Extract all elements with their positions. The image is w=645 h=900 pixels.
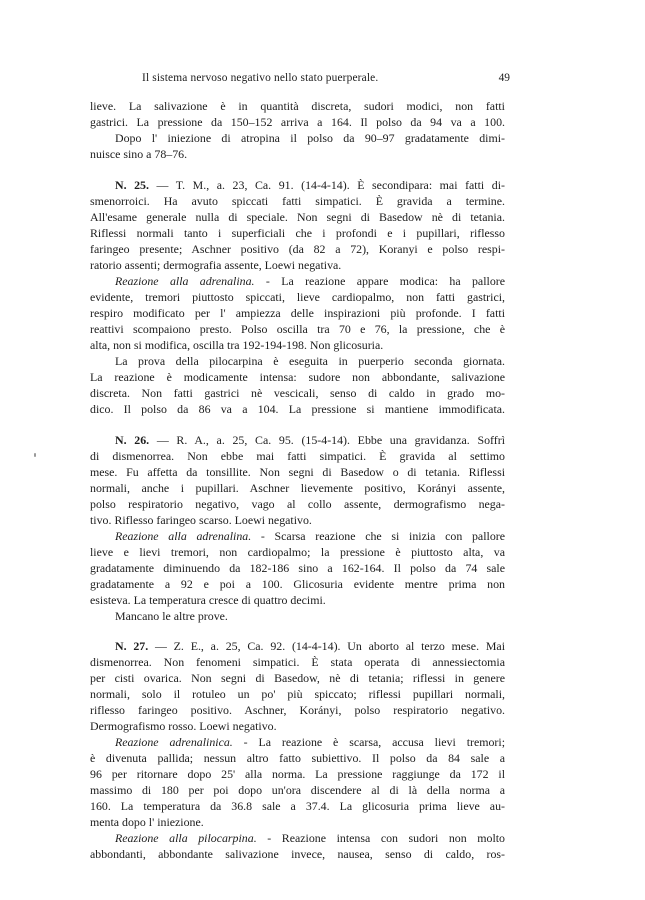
text-line: mese. Fu affetta da tonsillite. Non segni di Basedow o di tetania. Riflessi bbox=[90, 465, 505, 479]
reaction-heading: Reazione adrenalinica. bbox=[115, 735, 233, 749]
reaction-line bbox=[115, 273, 505, 289]
reaction-text: - La reazione appare modica: ha pallore bbox=[254, 274, 505, 288]
case-27-line bbox=[115, 638, 505, 654]
text-line: per cisti ovarica. Non segni di Basedow, nè di tetania; riflessi in genere bbox=[90, 671, 505, 685]
text-line: smenorroici. Ha avuto spiccati fatti simpatici. È gravida a termine. bbox=[90, 194, 505, 208]
text-line: è divenuta pallida; nessun altro fatto subiettivo. Il polso da 84 sale a bbox=[90, 751, 505, 765]
reaction-heading: Reazione alla pilocarpina. bbox=[115, 831, 257, 845]
case-27-number: N. 27. bbox=[115, 639, 149, 653]
case-25-line bbox=[115, 177, 505, 193]
running-title: Il sistema nervoso negativo nello stato puerperale. bbox=[142, 72, 379, 84]
text-line: dismenorrea. Non fenomeni simpatici. È stata operata di annessiectomia bbox=[90, 655, 505, 669]
text-line: di dismenorrea. Non ebbe mai fatti simpatici. È gravida al settimo bbox=[90, 449, 505, 463]
text-line: ratorio assenti; dermografia assente, Loewi negativa. bbox=[90, 258, 342, 272]
text-line: normali, solo il rotuleo un po' più spiccato; riflessi pupillari normali, bbox=[90, 687, 505, 701]
reaction-text: - Scarsa reazione che si inizia con pallore bbox=[251, 529, 505, 543]
text-line: nuisce sino a 78–76. bbox=[90, 147, 188, 161]
text-line: Dermografismo rosso. Loewi negativo. bbox=[90, 719, 277, 733]
text-line: lieve. La salivazione è in quantità discreta, sudori modici, non fatti bbox=[90, 99, 505, 113]
text-line: massimo di 180 per poi dopo un'ora discendere al di là della norma a bbox=[90, 783, 505, 797]
text-line: Mancano le altre prove. bbox=[115, 609, 228, 623]
text-line: lieve e lievi tremori, non cardiopalmo; la pressione è piuttosto alta, va bbox=[90, 545, 505, 559]
case-25-intro: — T. M., a. 23, Ca. 91. (14-4-14). È secondipara: mai fatti di- bbox=[148, 178, 505, 192]
text-line: normali, anche i pupillari. Aschner lievemente positivo, Korányi assente, bbox=[90, 481, 505, 495]
text-line: gradatamente diminuendo da 182-186 sino a 162-164. Il polso da 74 sale bbox=[90, 561, 505, 575]
text-line: menta dopo l' iniezione. bbox=[90, 815, 204, 829]
reaction-text: - La reazione è scarsa, accusa lievi tremori; bbox=[232, 735, 505, 749]
text-line: polso respiratorio negativo, vago al collo assente, dermografismo nega- bbox=[90, 497, 505, 511]
text-line: reattivi scompaiono presto. Polso oscilla tra 70 e 76, la pressione, che è bbox=[90, 322, 505, 336]
text-line: La prova della pilocarpina è eseguita in puerperio seconda giornata. bbox=[115, 354, 505, 368]
reaction-heading: Reazione alla adrenalina. bbox=[115, 529, 252, 543]
text-line: Dopo l' iniezione di atropina il polso da 90–97 gradatamente dimi- bbox=[115, 131, 505, 145]
text-line: La reazione è modicamente intensa: sudore non abbondante, salivazione bbox=[90, 370, 505, 384]
text-line: tivo. Riflesso faringeo scarso. Loewi negativo. bbox=[90, 513, 312, 527]
case-26-number: N. 26. bbox=[115, 433, 150, 447]
margin-speck bbox=[34, 453, 36, 457]
text-line: dico. Il polso da 86 va a 104. La pressione si mantiene immodificata. bbox=[90, 402, 505, 416]
text-line: gradatamente a 92 e poi a 100. Glicosuria evidente mentre prima non bbox=[90, 577, 505, 591]
page-number: 49 bbox=[498, 72, 510, 84]
text-line: faringeo presente; Aschner positivo (da 82 a 72), Koranyi e polso respi- bbox=[90, 242, 505, 256]
text-line: evidente, tremori piuttosto spiccati, lieve cardiopalmo, non fatti gastrici, bbox=[90, 290, 505, 304]
case-26-line bbox=[115, 432, 505, 448]
reaction-heading: Reazione alla adrenalina. bbox=[115, 274, 255, 288]
reaction-line bbox=[115, 528, 505, 544]
text-line: gastrici. La pressione da 150–152 arriva a 164. Il polso da 94 va a 100. bbox=[90, 115, 505, 129]
text-line: esisteva. La temperatura cresce di quattro decimi. bbox=[90, 593, 326, 607]
case-27-intro: — Z. E., a. 25, Ca. 92. (14-4-14). Un aborto al terzo mese. Mai bbox=[148, 639, 505, 653]
text-line: alta, non si modifica, oscilla tra 192-194-198. Non glicosuria. bbox=[90, 338, 384, 352]
text-line: 96 per ritornare dopo 25' alla norma. La pressione raggiunge da 172 il bbox=[90, 767, 505, 781]
text-line: Riflessi normali tanto i superficiali che i profondi e i pupillari, riflesso bbox=[90, 226, 505, 240]
text-line: All'esame generale nulla di speciale. Non segni di Basedow nè di tetania. bbox=[90, 210, 505, 224]
reaction-text: - Reazione intensa con sudori non molto bbox=[256, 831, 505, 845]
text-line: respiro modificato per l' ampiezza delle inspirazioni più profonde. I fatti bbox=[90, 306, 505, 320]
text-line: 160. La temperatura da 36.8 sale a 37.4. La glicosuria prima lieve au- bbox=[90, 799, 505, 813]
case-25-number: N. 25. bbox=[115, 178, 149, 192]
text-line: riflesso faringeo positivo. Aschner, Korányi, polso respiratorio negativo. bbox=[90, 703, 505, 717]
reaction-line bbox=[115, 830, 505, 846]
case-26-intro: — R. A., a. 25, Ca. 95. (15-4-14). Ebbe una gravidanza. Soffrì bbox=[149, 433, 505, 447]
reaction-line bbox=[115, 734, 505, 750]
text-line: abbondanti, abbondante salivazione invece, nausea, senso di caldo, ros- bbox=[90, 847, 505, 861]
running-header bbox=[90, 72, 510, 88]
text-line: discreta. Non fatti gastrici nè vescicali, senso di caldo in grado mo- bbox=[90, 386, 505, 400]
